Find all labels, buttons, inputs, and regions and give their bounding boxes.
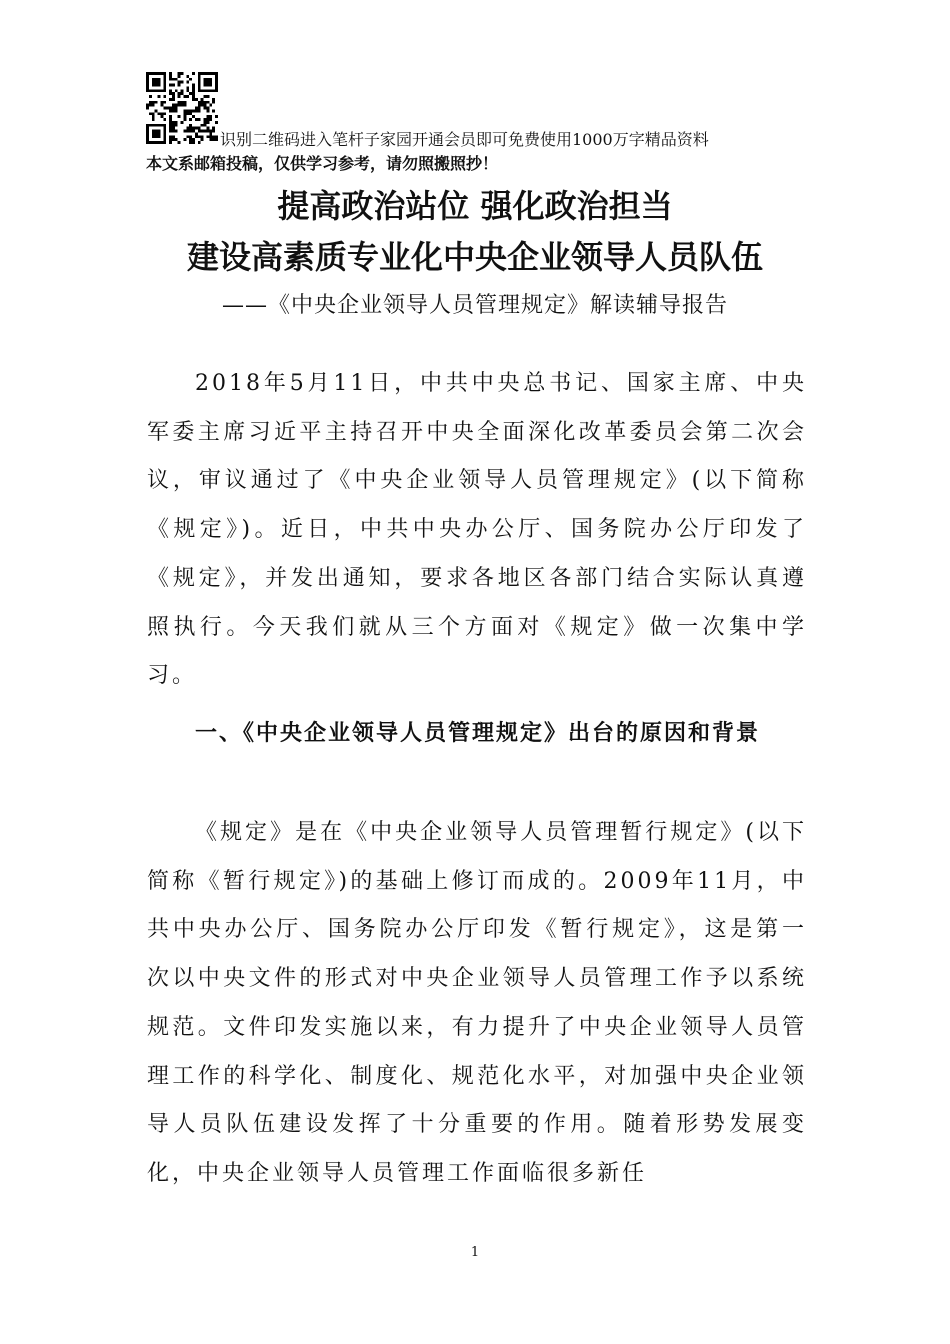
qr-module	[206, 89, 209, 92]
qr-module	[155, 124, 158, 127]
qr-module	[152, 124, 155, 127]
paragraph-background: 《规定》是在《中央企业领导人员管理暂行规定》(以下简称《暂行规定》)的基础上修订而成的。2009年11月，中共中央办公厅、国务院办公厅印发《暂行规定》，这是第一次以中央文件的形式对中央企业领导人员管理工作予以系统规范。文件印发实施以来，有力提升了中央企业领导人员管理工作的科学化、制度化、规范化水平，对加强中央企业领导人员队伍建设发挥了十分重要的作用。随着形势发展变化，中央企业领导人员管理工作面临很多新任	[147, 820, 807, 1186]
qr-module	[172, 92, 175, 95]
qr-module	[163, 132, 166, 135]
qr-module	[163, 72, 166, 75]
qr-module	[163, 101, 166, 104]
qr-module	[158, 124, 161, 127]
qr-module	[158, 78, 161, 81]
qr-module	[209, 135, 212, 138]
qr-module	[152, 135, 155, 138]
qr-module	[155, 130, 158, 133]
qr-module	[172, 127, 175, 130]
qr-module	[189, 135, 192, 138]
qr-module	[198, 141, 201, 144]
qr-module	[206, 121, 209, 124]
qr-module	[163, 95, 166, 98]
qr-module	[169, 98, 172, 101]
qr-module	[152, 132, 155, 135]
qr-module	[189, 78, 192, 81]
qr-module	[204, 81, 207, 84]
qr-module	[206, 135, 209, 138]
qr-module	[172, 130, 175, 133]
qr-module	[172, 135, 175, 138]
qr-module	[189, 130, 192, 133]
promo-notice: 识别二维码进入笔杆子家园开通会员即可免费使用1000万字精品资料	[220, 130, 709, 149]
qr-module	[209, 138, 212, 141]
qr-module	[172, 107, 175, 110]
qr-module	[212, 72, 215, 75]
qr-module	[155, 89, 158, 92]
qr-module	[163, 86, 166, 89]
qr-module	[198, 89, 201, 92]
qr-module	[172, 124, 175, 127]
qr-module	[160, 124, 163, 127]
qr-module	[146, 107, 149, 110]
qr-module	[201, 104, 204, 107]
qr-module	[160, 72, 163, 75]
qr-module	[209, 81, 212, 84]
qr-module	[169, 92, 172, 95]
qr-module	[158, 132, 161, 135]
qr-module	[198, 109, 201, 112]
qr-module	[163, 81, 166, 84]
qr-module	[175, 121, 178, 124]
qr-module	[155, 84, 158, 87]
qr-module	[198, 86, 201, 89]
qr-module	[212, 109, 215, 112]
qr-module	[160, 112, 163, 115]
qr-module	[192, 89, 195, 92]
qr-module	[201, 72, 204, 75]
qr-module	[183, 112, 186, 115]
qr-module	[149, 95, 152, 98]
qr-module	[149, 141, 152, 144]
qr-module	[175, 104, 178, 107]
qr-module	[152, 130, 155, 133]
qr-module	[215, 81, 218, 84]
qr-module	[146, 84, 149, 87]
qr-module	[206, 84, 209, 87]
qr-module	[206, 127, 209, 130]
qr-module	[183, 115, 186, 118]
qr-module	[192, 86, 195, 89]
qr-module	[172, 78, 175, 81]
document-title-line2: 建设高素质专业化中央企业领导人员队伍	[186, 238, 763, 276]
qr-module	[204, 84, 207, 87]
qr-module	[155, 81, 158, 84]
qr-module	[163, 141, 166, 144]
qr-module	[152, 72, 155, 75]
qr-module	[198, 104, 201, 107]
qr-module	[172, 104, 175, 107]
qr-module	[186, 81, 189, 84]
qr-module	[201, 124, 204, 127]
paragraph-intro: 2018年5月11日，中共中央总书记、国家主席、中央军委主席习近平主持召开中央全面深化改革委员会第二次会议，审议通过了《中央企业领导人员管理规定》(以下简称《规定》)。近日，中共中央办公厅、国务院办公厅印发了《规定》，并发出通知，要求各地区各部门结合实际认真遵照执行。今天我们就从三个方面对《规定》做一次集中学习。	[147, 371, 807, 689]
qr-module	[215, 72, 218, 75]
qr-module	[152, 84, 155, 87]
qr-module	[181, 72, 184, 75]
qr-module	[183, 109, 186, 112]
qr-module	[169, 75, 172, 78]
qr-module	[152, 141, 155, 144]
qr-module	[181, 121, 184, 124]
qr-module	[215, 84, 218, 87]
qr-module	[183, 101, 186, 104]
qr-module	[172, 138, 175, 141]
qr-module	[149, 101, 152, 104]
qr-module	[155, 141, 158, 144]
qr-module	[158, 81, 161, 84]
qr-module	[163, 112, 166, 115]
qr-module	[195, 98, 198, 101]
qr-module	[152, 89, 155, 92]
qr-module	[206, 78, 209, 81]
qr-module	[201, 135, 204, 138]
qr-module	[204, 121, 207, 124]
qr-module	[198, 75, 201, 78]
qr-module	[158, 84, 161, 87]
qr-module	[195, 109, 198, 112]
qr-module	[158, 130, 161, 133]
qr-module	[158, 72, 161, 75]
qr-code-image	[146, 72, 218, 144]
qr-module	[204, 118, 207, 121]
qr-module	[192, 138, 195, 141]
qr-module	[175, 89, 178, 92]
qr-module	[178, 101, 181, 104]
qr-module	[198, 81, 201, 84]
qr-module	[186, 86, 189, 89]
qr-module	[206, 72, 209, 75]
qr-module	[146, 141, 149, 144]
qr-module	[212, 130, 215, 133]
qr-module	[192, 95, 195, 98]
qr-module	[149, 89, 152, 92]
qr-module	[169, 138, 172, 141]
qr-module	[160, 115, 163, 118]
qr-module	[189, 124, 192, 127]
qr-module	[192, 109, 195, 112]
qr-module	[186, 130, 189, 133]
qr-module	[192, 141, 195, 144]
qr-module	[212, 127, 215, 130]
qr-module	[189, 127, 192, 130]
qr-module	[160, 101, 163, 104]
qr-module	[169, 130, 172, 133]
qr-module	[172, 109, 175, 112]
qr-module	[204, 101, 207, 104]
qr-module	[160, 89, 163, 92]
qr-module	[181, 101, 184, 104]
qr-module	[146, 89, 149, 92]
qr-module	[155, 72, 158, 75]
qr-module	[209, 115, 212, 118]
qr-module	[204, 89, 207, 92]
qr-module	[172, 98, 175, 101]
section-heading-1: 一、《中央企业领导人员管理规定》出台的原因和背景	[195, 721, 761, 746]
qr-module	[206, 95, 209, 98]
qr-module	[192, 127, 195, 130]
qr-module	[163, 118, 166, 121]
qr-module	[146, 132, 149, 135]
qr-module	[169, 89, 172, 92]
qr-module	[160, 104, 163, 107]
qr-module	[201, 138, 204, 141]
qr-module	[215, 115, 218, 118]
qr-module	[186, 95, 189, 98]
submission-notice: 本文系邮箱投稿，仅供学习参考，请勿照搬照抄！	[146, 154, 499, 173]
qr-module	[178, 75, 181, 78]
qr-module	[195, 107, 198, 110]
qr-module	[215, 86, 218, 89]
qr-module	[198, 78, 201, 81]
qr-module	[181, 92, 184, 95]
qr-module	[152, 115, 155, 118]
qr-module	[146, 124, 149, 127]
qr-module	[178, 115, 181, 118]
qr-module	[189, 141, 192, 144]
qr-module	[206, 81, 209, 84]
qr-module	[183, 95, 186, 98]
qr-module	[152, 112, 155, 115]
qr-module	[212, 98, 215, 101]
qr-module	[172, 84, 175, 87]
qr-module	[209, 89, 212, 92]
qr-module	[152, 118, 155, 121]
qr-module	[183, 138, 186, 141]
qr-module	[178, 141, 181, 144]
qr-module	[215, 78, 218, 81]
qr-module	[189, 109, 192, 112]
qr-module	[149, 104, 152, 107]
qr-module	[169, 84, 172, 87]
qr-module	[192, 84, 195, 87]
qr-module	[183, 130, 186, 133]
qr-module	[198, 107, 201, 110]
qr-module	[198, 72, 201, 75]
qr-module	[183, 118, 186, 121]
qr-module	[163, 78, 166, 81]
qr-module	[163, 107, 166, 110]
qr-module	[181, 104, 184, 107]
qr-module	[175, 124, 178, 127]
qr-module	[160, 141, 163, 144]
qr-module	[189, 118, 192, 121]
qr-module	[158, 95, 161, 98]
page-number: 1	[470, 1245, 480, 1260]
qr-module	[155, 78, 158, 81]
qr-module	[169, 124, 172, 127]
qr-module	[206, 107, 209, 110]
qr-module	[201, 98, 204, 101]
qr-module	[189, 138, 192, 141]
qr-module	[209, 130, 212, 133]
qr-module	[192, 98, 195, 101]
qr-module	[172, 95, 175, 98]
qr-module	[212, 101, 215, 104]
qr-module	[178, 92, 181, 95]
qr-module	[163, 135, 166, 138]
qr-module	[152, 101, 155, 104]
qr-module	[175, 138, 178, 141]
qr-code-graphic	[146, 72, 218, 144]
qr-module	[204, 95, 207, 98]
qr-module	[169, 127, 172, 130]
qr-module	[186, 89, 189, 92]
qr-module	[192, 92, 195, 95]
qr-module	[192, 115, 195, 118]
qr-module	[175, 107, 178, 110]
qr-module	[146, 135, 149, 138]
qr-module	[146, 127, 149, 130]
qr-module	[169, 141, 172, 144]
qr-module	[155, 135, 158, 138]
qr-module	[198, 101, 201, 104]
qr-module	[169, 78, 172, 81]
qr-module	[175, 78, 178, 81]
qr-module	[163, 75, 166, 78]
qr-module	[186, 135, 189, 138]
qr-module	[158, 141, 161, 144]
qr-module	[192, 130, 195, 133]
qr-module	[149, 124, 152, 127]
qr-module	[163, 89, 166, 92]
qr-module	[146, 86, 149, 89]
qr-module	[209, 132, 212, 135]
qr-module	[215, 121, 218, 124]
qr-module	[158, 112, 161, 115]
qr-module	[163, 127, 166, 130]
qr-module	[186, 109, 189, 112]
qr-module	[215, 89, 218, 92]
qr-module	[201, 101, 204, 104]
qr-module	[175, 130, 178, 133]
qr-module	[195, 135, 198, 138]
qr-module	[198, 135, 201, 138]
qr-module	[206, 118, 209, 121]
qr-module	[181, 89, 184, 92]
qr-module	[215, 75, 218, 78]
qr-module	[146, 104, 149, 107]
qr-module	[163, 124, 166, 127]
qr-module	[158, 135, 161, 138]
qr-module	[169, 118, 172, 121]
qr-module	[206, 115, 209, 118]
qr-module	[183, 104, 186, 107]
qr-module	[215, 135, 218, 138]
qr-module	[204, 72, 207, 75]
qr-module	[146, 72, 149, 75]
qr-module	[152, 104, 155, 107]
qr-module	[209, 78, 212, 81]
qr-module	[206, 130, 209, 133]
qr-module	[212, 135, 215, 138]
qr-module	[198, 84, 201, 87]
qr-module	[169, 121, 172, 124]
qr-module	[209, 118, 212, 121]
qr-module	[206, 101, 209, 104]
document-subtitle: ——《中央企业领导人员管理规定》解读辅导报告	[221, 293, 728, 318]
qr-module	[155, 132, 158, 135]
qr-module	[178, 104, 181, 107]
qr-module	[215, 138, 218, 141]
qr-module	[163, 138, 166, 141]
qr-module	[172, 121, 175, 124]
qr-module	[152, 81, 155, 84]
qr-module	[209, 104, 212, 107]
qr-module	[201, 130, 204, 133]
qr-module	[169, 109, 172, 112]
qr-module	[212, 89, 215, 92]
qr-module	[209, 84, 212, 87]
qr-module	[198, 118, 201, 121]
qr-module	[146, 81, 149, 84]
qr-module	[189, 92, 192, 95]
qr-module	[163, 84, 166, 87]
qr-module	[178, 72, 181, 75]
qr-module	[204, 124, 207, 127]
qr-module	[178, 95, 181, 98]
qr-module	[155, 109, 158, 112]
qr-module	[169, 72, 172, 75]
qr-module	[195, 132, 198, 135]
qr-module	[178, 81, 181, 84]
qr-module	[195, 127, 198, 130]
qr-module	[169, 115, 172, 118]
qr-module	[186, 127, 189, 130]
qr-module	[175, 109, 178, 112]
qr-module	[206, 109, 209, 112]
qr-module	[169, 135, 172, 138]
qr-module	[198, 127, 201, 130]
qr-module	[189, 112, 192, 115]
qr-module	[186, 112, 189, 115]
qr-module	[152, 78, 155, 81]
qr-module	[178, 84, 181, 87]
document-title-line1: 提高政治站位 强化政治担当	[277, 187, 673, 225]
qr-module	[212, 138, 215, 141]
qr-module	[204, 130, 207, 133]
qr-module	[201, 89, 204, 92]
qr-module	[146, 138, 149, 141]
qr-module	[195, 118, 198, 121]
qr-module	[186, 75, 189, 78]
qr-module	[192, 72, 195, 75]
qr-module	[198, 130, 201, 133]
qr-module	[204, 107, 207, 110]
qr-module	[209, 72, 212, 75]
qr-module	[204, 78, 207, 81]
qr-module	[149, 112, 152, 115]
qr-module	[158, 89, 161, 92]
qr-module	[169, 107, 172, 110]
qr-module	[146, 130, 149, 133]
qr-module	[204, 104, 207, 107]
qr-module	[163, 130, 166, 133]
qr-module	[149, 72, 152, 75]
qr-module	[166, 107, 169, 110]
qr-module	[146, 78, 149, 81]
qr-module	[155, 101, 158, 104]
qr-module	[146, 75, 149, 78]
qr-module	[181, 81, 184, 84]
